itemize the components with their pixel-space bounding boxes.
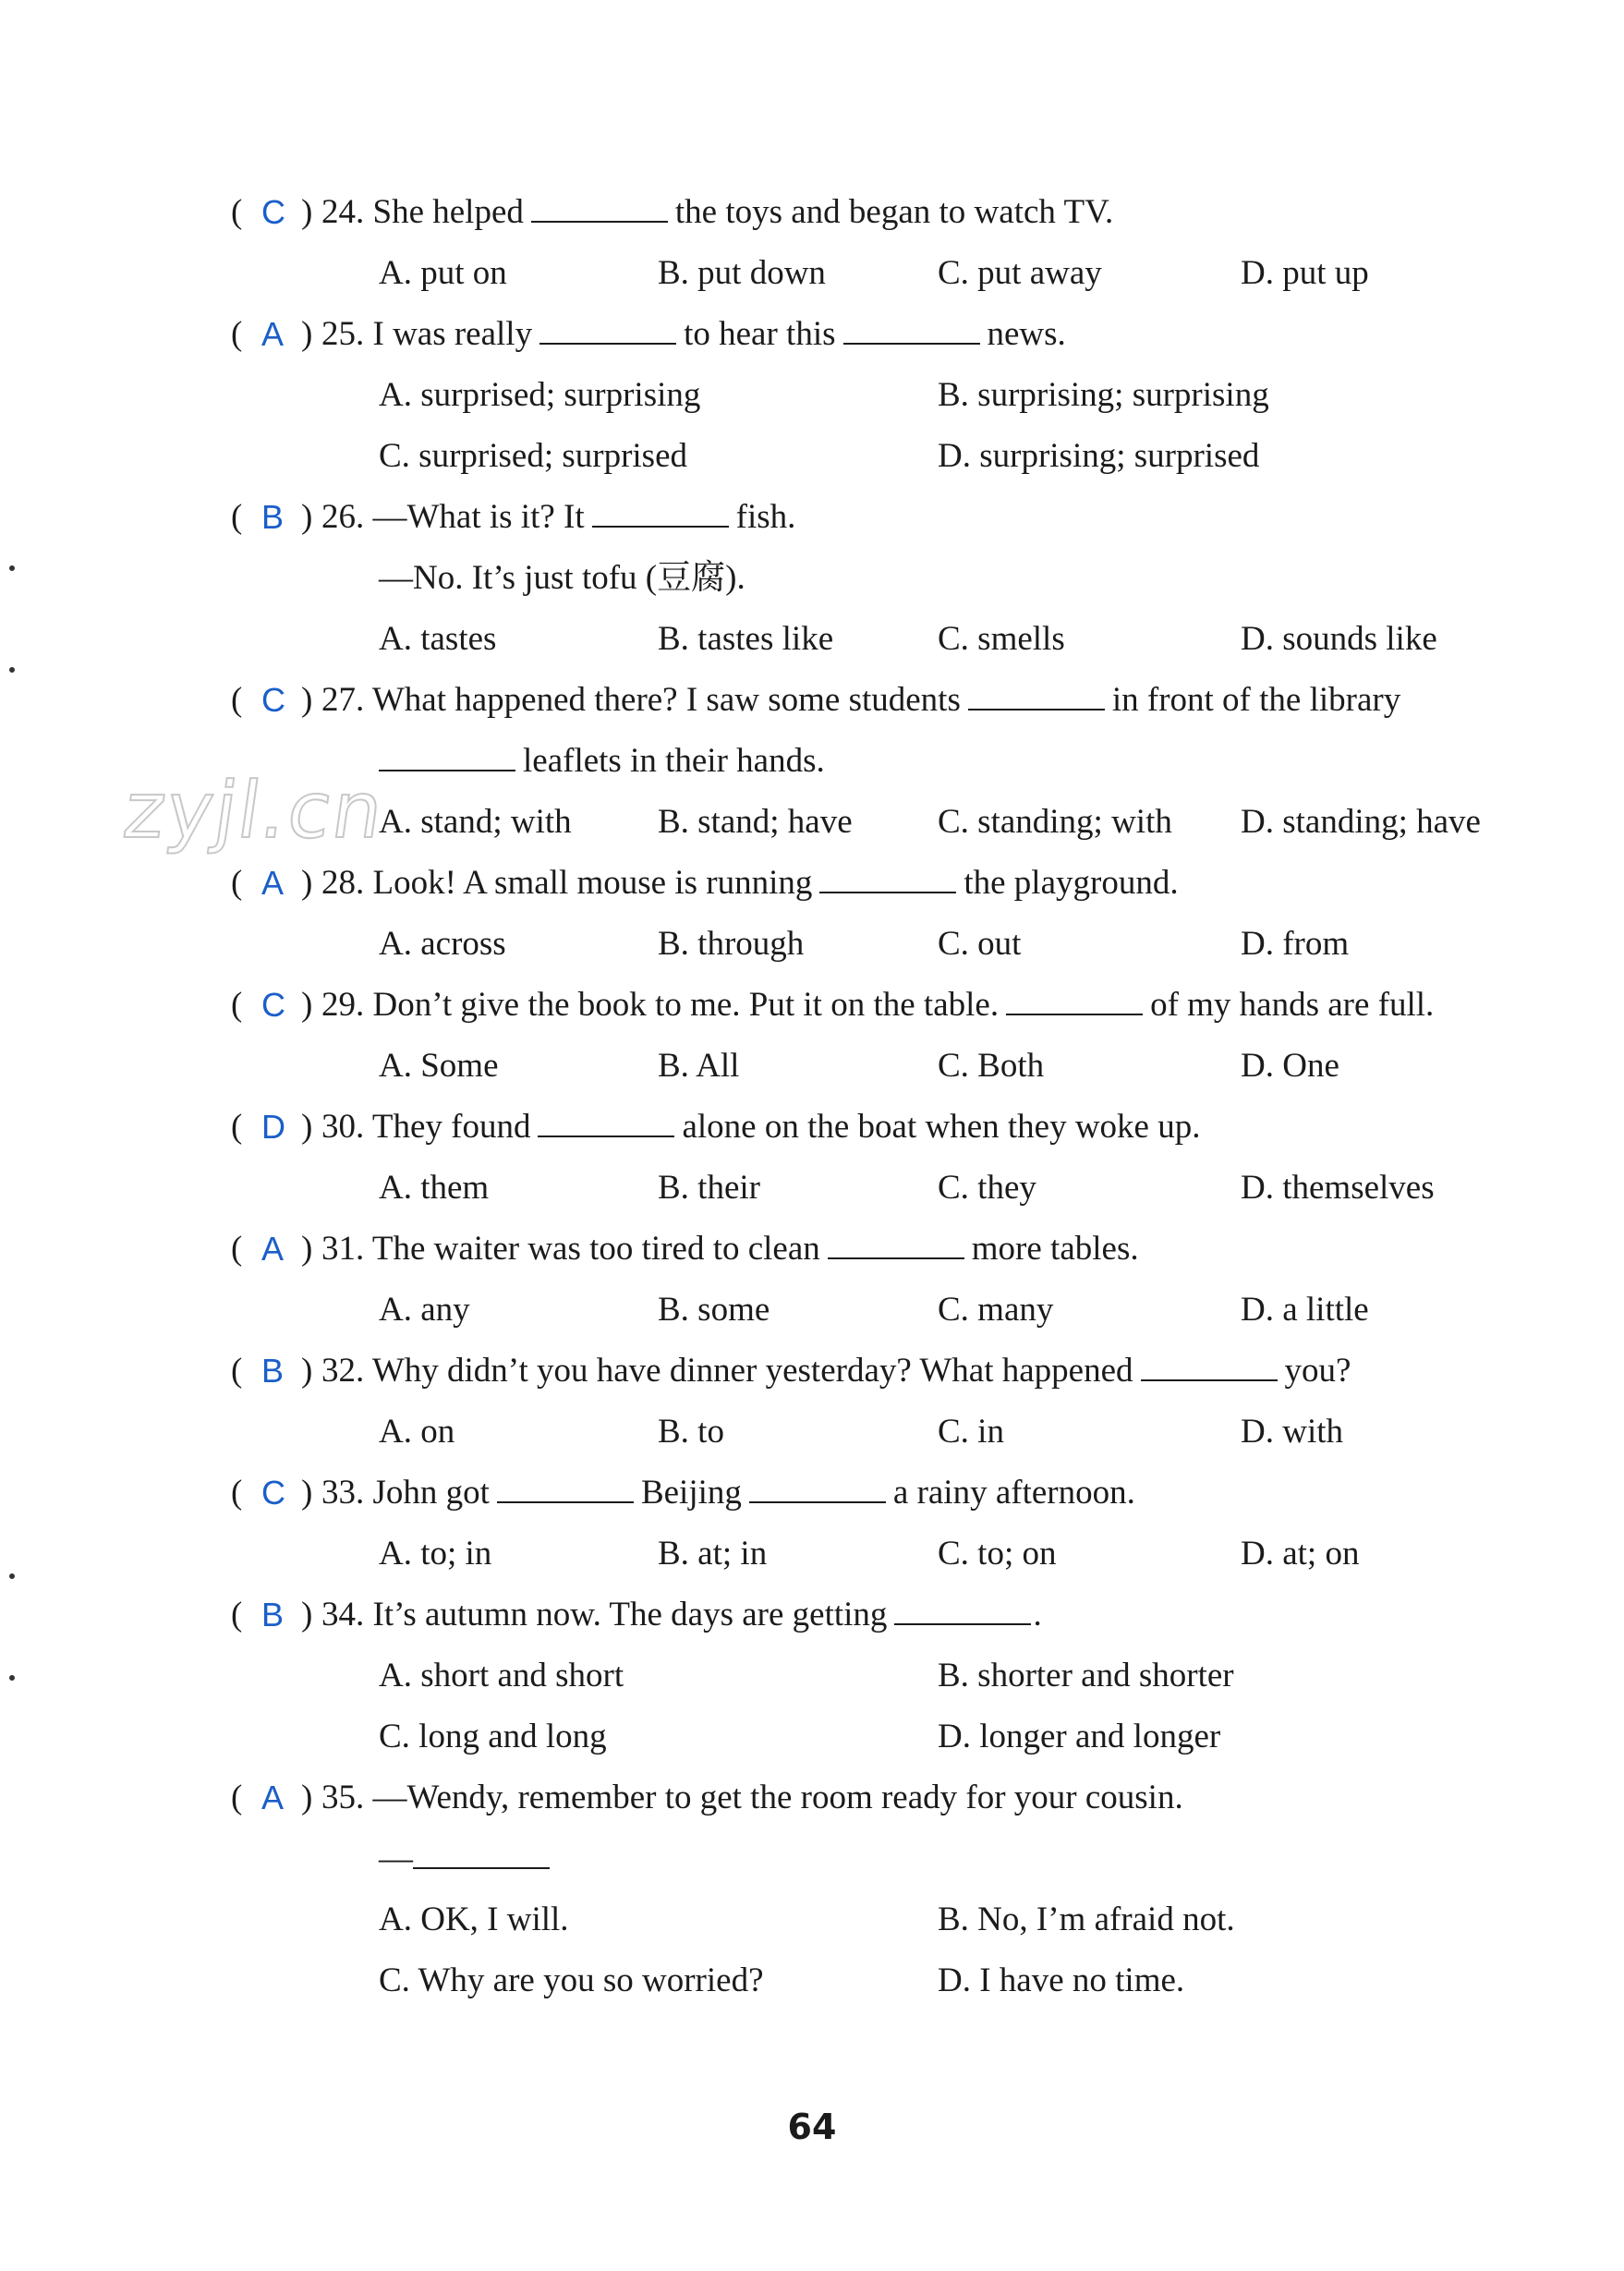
options-row [0, 1160, 1624, 1216]
options-row [0, 612, 1624, 667]
question-stem: 32. Why didn’t you have dinner yesterday? What happened you? [321, 1352, 1351, 1390]
answer-mark: B [261, 498, 285, 536]
option: A. stand; with [379, 803, 572, 841]
option: C. Both [938, 1047, 1045, 1085]
option: A. any [379, 1291, 470, 1329]
option: A. on [379, 1413, 455, 1451]
options-row [0, 1953, 1624, 2009]
answer-mark: C [261, 986, 285, 1024]
option: D. surprising; surprised [938, 437, 1260, 475]
question-line: — [0, 1831, 1624, 1887]
option: B. some [658, 1291, 770, 1329]
answer-mark: A [261, 315, 285, 353]
option: B. shorter and shorter [938, 1657, 1234, 1694]
option: B. at; in [658, 1535, 768, 1573]
question-stem: 30. They found alone on the boat when they woke up. [321, 1108, 1201, 1146]
answer-blank [538, 1106, 674, 1137]
watermark: zyjl.cn [118, 765, 391, 856]
option: C. many [938, 1291, 1054, 1329]
options-row [0, 246, 1624, 301]
options-row [0, 368, 1624, 423]
options-row [0, 1648, 1624, 1704]
option: D. One [1241, 1047, 1339, 1085]
option: A. surprised; surprising [379, 376, 701, 414]
question-line [0, 551, 1624, 606]
question-line: leaflets in their hands. [0, 734, 1624, 789]
question-28: ( A ) 28. Look! A small mouse is running the playground. [0, 856, 1624, 911]
question-stem: 28. Look! A small mouse is running the playground. [321, 864, 1179, 902]
option: D. from [1241, 925, 1350, 963]
option: A. to; in [379, 1535, 492, 1573]
option: B. their [658, 1169, 760, 1207]
answer-mark: A [261, 1779, 285, 1816]
option: A. put on [379, 254, 507, 292]
option: C. they [938, 1169, 1036, 1207]
question-26: ( B ) 26. —What is it? It fish. [0, 490, 1624, 545]
answer-mark: A [261, 864, 285, 902]
options-row [0, 1892, 1624, 1948]
options-row [0, 795, 1624, 850]
answer-mark: A [261, 1230, 285, 1268]
option: C. out [938, 925, 1022, 963]
option: C. standing; with [938, 803, 1172, 841]
question-33: ( C ) 33. John got Beijing a rainy afternoon. [0, 1465, 1624, 1521]
option: B. put down [658, 254, 826, 292]
option: C. long and long [379, 1718, 607, 1755]
answer-mark: B [261, 1352, 285, 1390]
option: D. put up [1241, 254, 1369, 292]
option: D. standing; have [1241, 803, 1481, 841]
option: B. surprising; surprising [938, 376, 1269, 414]
option: C. in [938, 1413, 1004, 1451]
option: B. through [658, 925, 805, 963]
question-stem: 29. Don’t give the book to me. Put it on the table. of my hands are full. [321, 986, 1435, 1024]
answer-blank [749, 1472, 886, 1503]
question-30: ( D ) 30. They found alone on the boat when they woke up. [0, 1099, 1624, 1155]
options-row [0, 1038, 1624, 1094]
question-27: ( C ) 27. What happened there? I saw some students in front of the library [0, 673, 1624, 728]
answer-mark: C [261, 681, 285, 719]
answer-blank [497, 1472, 634, 1503]
option: D. I have no time. [938, 1961, 1185, 1999]
question-25: ( A ) 25. I was really to hear this news. [0, 307, 1624, 362]
answer-blank [531, 191, 668, 223]
answer-blank [894, 1594, 1031, 1625]
option: D. at; on [1241, 1535, 1360, 1573]
dialogue-line: —No. It’s just tofu (豆腐). [379, 559, 745, 597]
question-stem: 34. It’s autumn now. The days are getting . [321, 1596, 1042, 1633]
option: C. surprised; surprised [379, 437, 687, 475]
option: A. tastes [379, 620, 497, 658]
question-stem: 31. The waiter was too tired to clean more tables. [321, 1230, 1139, 1268]
question-stem: 35. —Wendy, remember to get the room ready for your cousin. [321, 1779, 1183, 1816]
question-31: ( A ) 31. The waiter was too tired to clean more tables. [0, 1221, 1624, 1277]
question-stem: 27. What happened there? I saw some students in front of the library [321, 681, 1401, 719]
option: C. put away [938, 254, 1102, 292]
option: D. sounds like [1241, 620, 1437, 658]
answer-blank [413, 1838, 550, 1869]
question-29: ( C ) 29. Don’t give the book to me. Put it on the table. of my hands are full. [0, 978, 1624, 1033]
question-stem: 33. John got Beijing a rainy afternoon. [321, 1474, 1135, 1512]
option: D. longer and longer [938, 1718, 1221, 1755]
option: B. tastes like [658, 620, 834, 658]
answer-mark: C [261, 1474, 285, 1512]
answer-blank [1006, 984, 1143, 1015]
options-row [0, 917, 1624, 972]
answer-blank [843, 313, 980, 345]
answer-blank [1141, 1350, 1278, 1381]
options-row [0, 1526, 1624, 1582]
option: C. to; on [938, 1535, 1057, 1573]
options-row [0, 1709, 1624, 1765]
option: B. No, I’m afraid not. [938, 1901, 1235, 1938]
question-24: ( C ) 24. She helped the toys and began to watch TV. [0, 185, 1624, 240]
option: B. to [658, 1413, 724, 1451]
option: D. a little [1241, 1291, 1369, 1329]
option: C. Why are you so worried? [379, 1961, 764, 1999]
question-stem: 24. She helped the toys and began to watch TV. [321, 193, 1114, 231]
question-32: ( B ) 32. Why didn’t you have dinner yesterday? What happened you? [0, 1343, 1624, 1399]
option: A. OK, I will. [379, 1901, 569, 1938]
option: B. All [658, 1047, 740, 1085]
option: A. across [379, 925, 506, 963]
question-stem: 26. —What is it? It fish. [321, 498, 796, 536]
answer-blank [828, 1228, 964, 1259]
answer-mark: D [261, 1108, 285, 1146]
page-number: 64 [787, 2107, 837, 2147]
option: C. smells [938, 620, 1065, 658]
option: A. Some [379, 1047, 499, 1085]
question-35: ( A ) 35. —Wendy, remember to get the room ready for your cousin. [0, 1770, 1624, 1826]
answer-mark: B [261, 1596, 285, 1633]
answer-blank [968, 679, 1105, 710]
answer-blank [539, 313, 676, 345]
options-row [0, 1282, 1624, 1338]
answer-blank [819, 862, 956, 893]
answer-blank [592, 496, 729, 528]
option: D. with [1241, 1413, 1343, 1451]
question-34: ( B ) 34. It’s autumn now. The days are getting . [0, 1587, 1624, 1643]
option: D. themselves [1241, 1169, 1435, 1207]
answer-blank [379, 740, 515, 771]
options-row [0, 1404, 1624, 1460]
option: A. them [379, 1169, 490, 1207]
question-stem: 25. I was really to hear this news. [321, 315, 1066, 353]
option: A. short and short [379, 1657, 624, 1694]
options-row [0, 429, 1624, 484]
option: B. stand; have [658, 803, 853, 841]
answer-mark: C [261, 193, 285, 231]
